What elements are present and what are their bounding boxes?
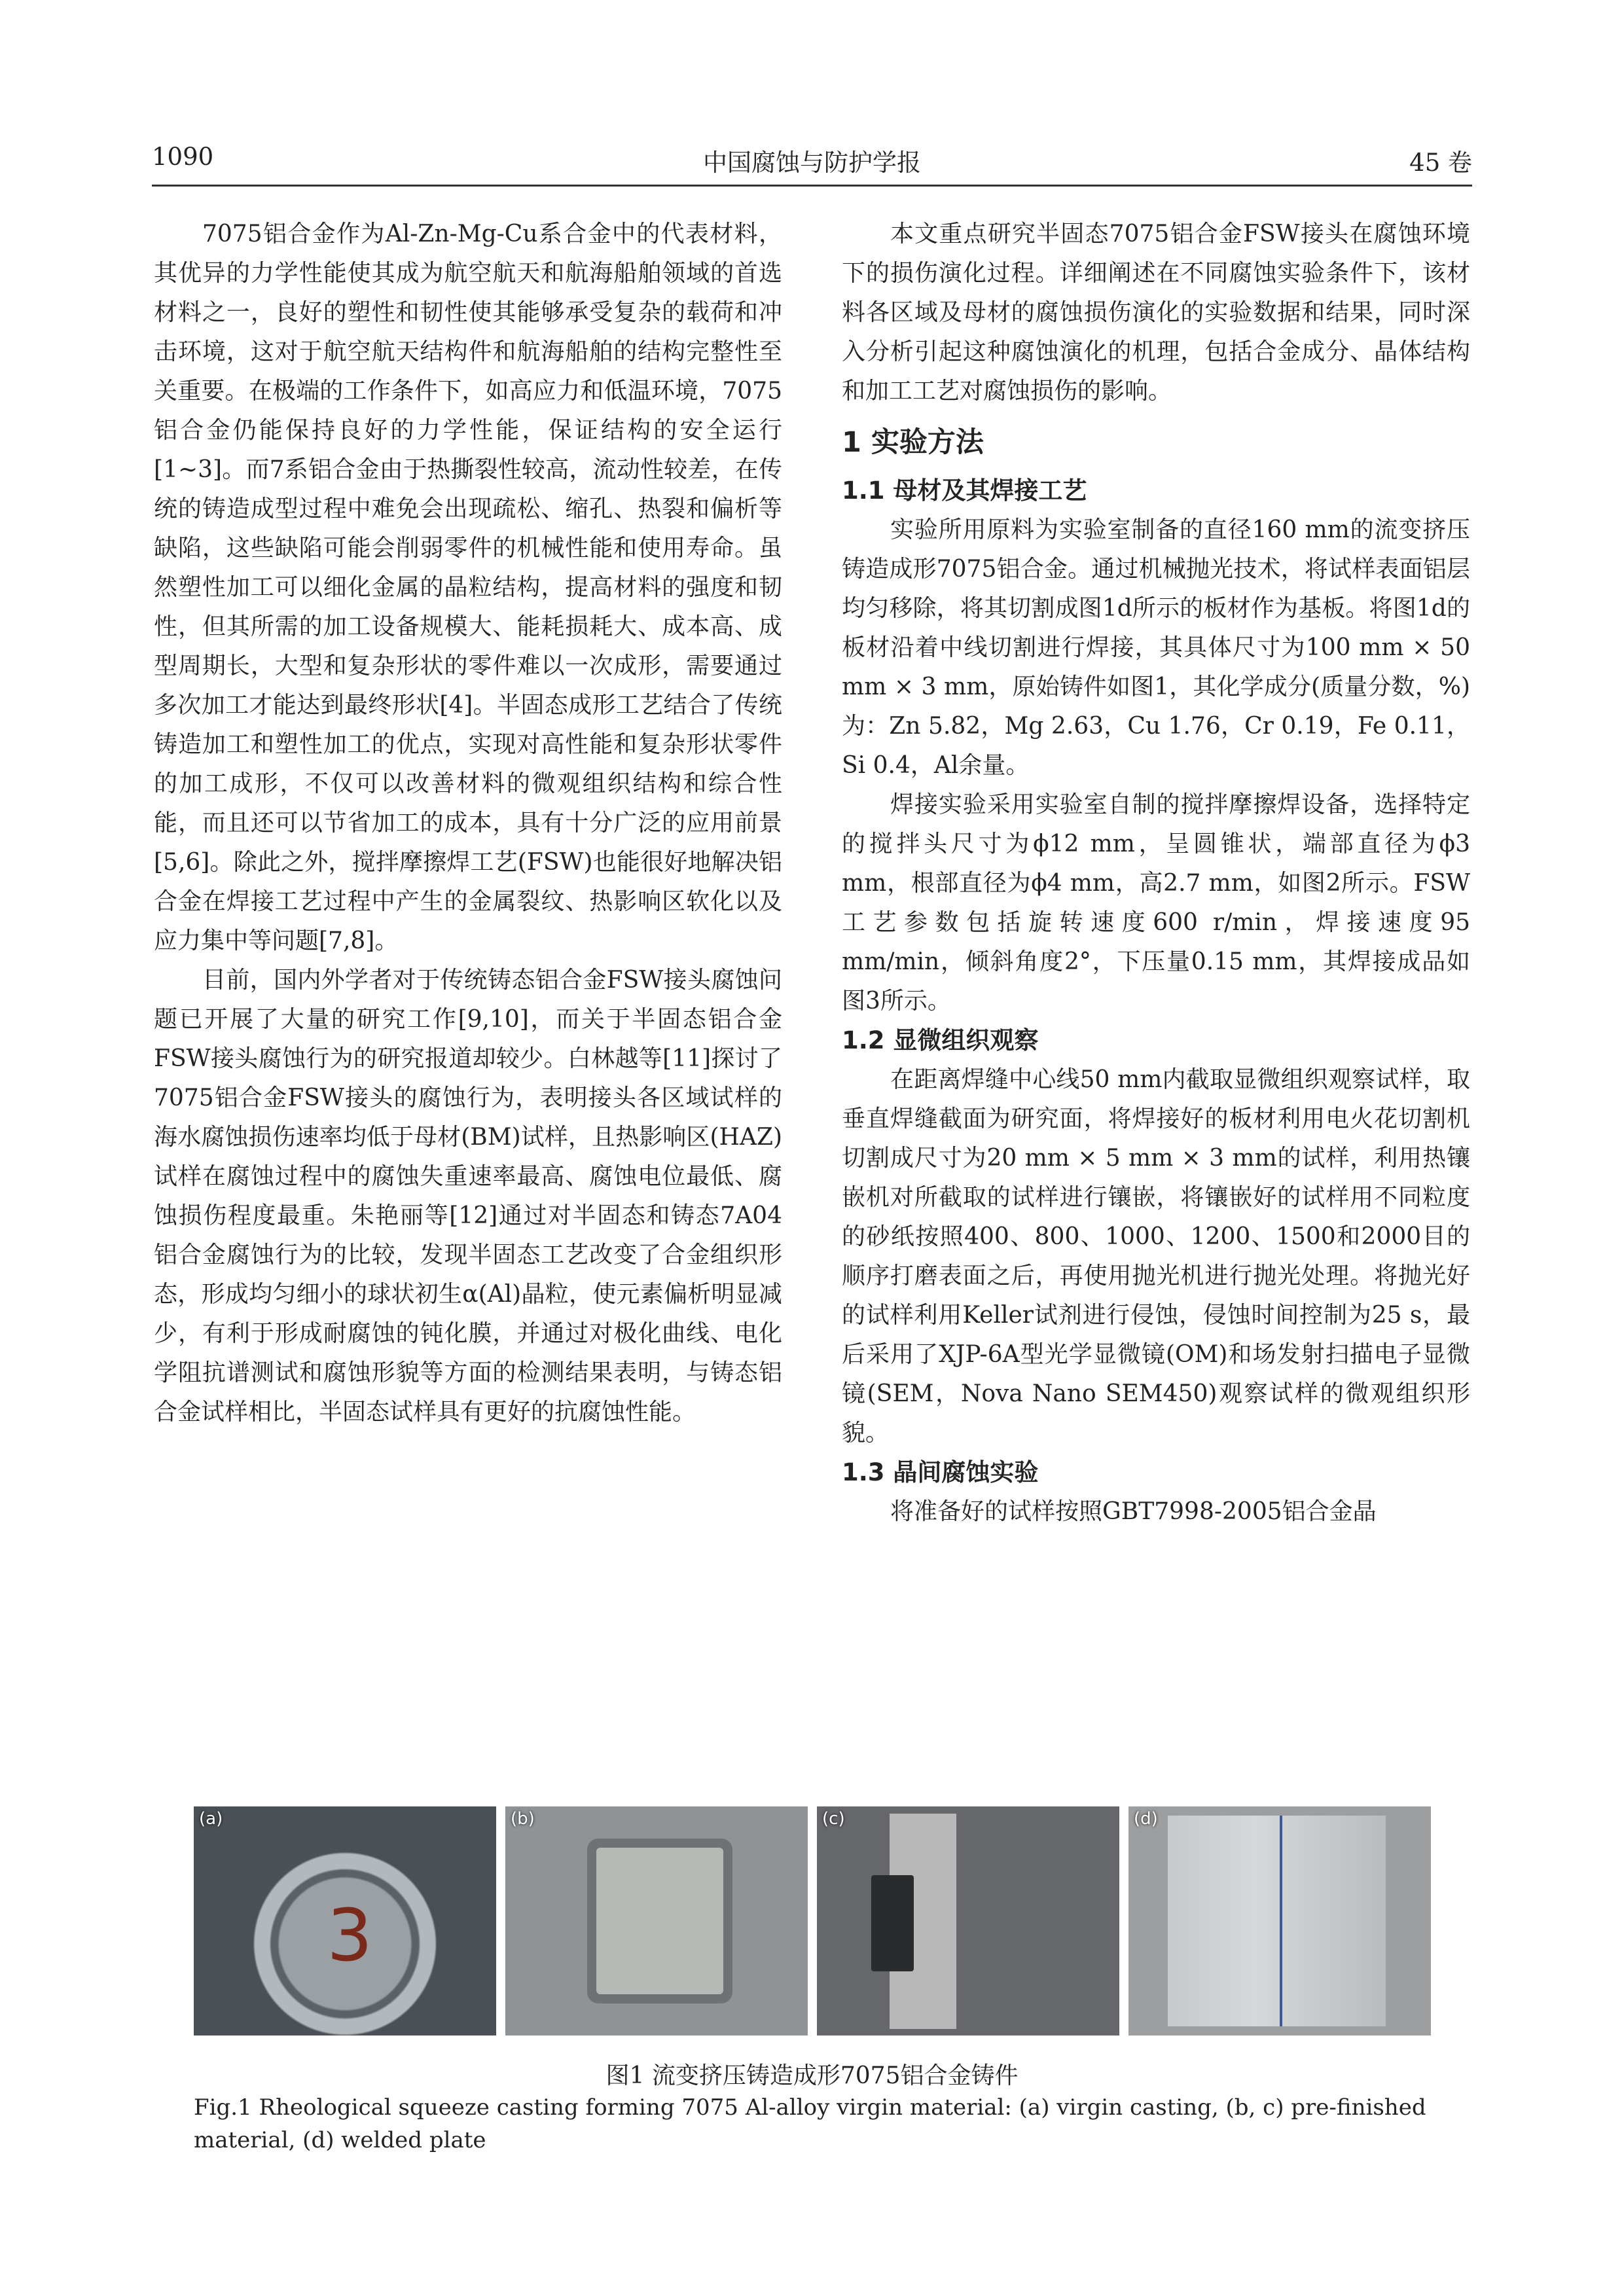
subsection-heading-1-2: 1.2 显微组织观察 [842, 1026, 1039, 1054]
photo-virgin-casting [194, 1806, 496, 2036]
photo-label-c: (c) [822, 1809, 845, 1829]
subsection-heading-1-3: 1.3 晶间腐蚀实验 [842, 1458, 1039, 1486]
paragraph-1-3: 将准备好的试样按照GBT7998-2005铝合金晶 [890, 1498, 1377, 1525]
journal-title: 中国腐蚀与防护学报 [703, 149, 921, 177]
dark-block [871, 1875, 914, 1971]
figure-caption-english: Fig.1 Rheological squeeze casting forming 7075 Al-alloy virgin material: (a) virgin casting, (b, c) pre-finished material, (d) welded plate [194, 2094, 1426, 2153]
intro-paragraph-2: 目前，国内外学者对于传统铸态铝合金FSW接头腐蚀问题已开展了大量的研究工作[9,10]，而关于半固态铝合金FSW接头腐蚀行为的研究报道却较少。白林越等[11]探讨了7075铝合金FSW接头的腐蚀行为，表明接头各区域试样的海水腐蚀损伤速率均低于母材(BM)试样，且热影响区(HAZ)试样在腐蚀过程中的腐蚀失重速率最高、腐蚀电位最低、腐蚀损伤程度最重。朱艳丽等[12]通过对半固态和铸态7A04铝合金腐蚀行为的比较，发现半固态工艺改变了合金组织形态，形成均匀细小的球状初生α(Al)晶粒，使元素偏析明显减少，有利于形成耐腐蚀的钝化膜，并通过对极化曲线、电化学阻抗谱测试和腐蚀形貌等方面的检测结果表明，与铸态铝合金试样相比，半固态试样具有更好的抗腐蚀性能。 [154, 967, 782, 1426]
photo-label-a: (a) [199, 1809, 223, 1829]
paragraph-1-1a: 实验所用原料为实验室制备的直径160 mm的流变挤压铸造成形7075铝合金。通过机械抛光技术，将试样表面铝层均匀移除，将其切割成图1d所示的板材作为基板。将图1d的板材沿着中线切割进行焊接，其具体尺寸为100 mm × 50 mm × 3 mm，原始铸件如图1，其化学成分(质量分数，%)为：Zn 5.82，Mg 2.63，Cu 1.76，Cr 0.19，Fe 0.11，Si 0.4，Al余量。 [842, 516, 1470, 779]
intro-paragraph-1: 7075铝合金作为Al-Zn-Mg-Cu系合金中的代表材料，其优异的力学性能使其成为航空航天和航海船舶领域的首选材料之一，良好的塑性和韧性使其能够承受复杂的载荷和冲击环境，这对于航空航天结构件和航海船舶的结构完整性至关重要。在极端的工作条件下，如高应力和低温环境，7075铝合金仍能保持良好的力学性能，保证结构的安全运行[1~3]。而7系铝合金由于热撕裂性较高，流动性较差，在传统的铸造成型过程中难免会出现疏松、缩孔、热裂和偏析等缺陷，这些缺陷可能会削弱零件的机械性能和使用寿命。虽然塑性加工可以细化金属的晶粒结构，提高材料的强度和韧性，但其所需的加工设备规模大、能耗损耗大、成本高、成型周期长，大型和复杂形状的零件难以一次成形，需要通过多次加工才能达到最终形状[4]。半固态成形工艺结合了传统铸造加工和塑性加工的优点，实现对高性能和复杂形状零件的加工成形，不仅可以改善材料的微观组织结构和综合性能，而且还可以节省加工的成本，具有十分广泛的应用前景[5,6]。除此之外，搅拌摩擦焊工艺(FSW)也能很好地解决铝合金在焊接工艺过程中产生的金属裂纹、热影响区软化以及应力集中等问题[7,8]。 [154, 221, 782, 954]
photo-pre-finished-b [505, 1806, 808, 2036]
paragraph-1-2: 在距离焊缝中心线50 mm内截取显微组织观察试样，取垂直焊缝截面为研究面，将焊接好的板材利用电火花切割机切割成尺寸为20 mm × 5 mm × 3 mm的试样，利用热镶嵌机对所截取的试样进行镶嵌，将镶嵌好的试样用不同粒度的砂纸按照400、800、1000、1200、1500和2000目的顺序打磨表面之后，再使用抛光机进行抛光处理。将抛光好的试样利用Keller试剂进行侵蚀，侵蚀时间控制为25 s，最后采用了XJP-6A型光学显微镜(OM)和场发射扫描电子显微镜(SEM，Nova Nano SEM450)观察试样的微观组织形貌。 [842, 1066, 1470, 1446]
machined-pocket [596, 1848, 723, 1994]
weld-seam [1280, 1816, 1282, 2026]
figure-caption-chinese: 图1 流变挤压铸造成形7075铝合金铸件 [605, 2062, 1019, 2089]
intro-paragraph-3: 本文重点研究半固态7075铝合金FSW接头在腐蚀环境下的损伤演化过程。详细阐述在不同腐蚀实验条件下，该材料各区域及母材的腐蚀损伤演化的实验数据和结果，同时深入分析引起这种腐蚀演化的机理，包括合金成分、晶体结构和加工工艺对腐蚀损伤的影响。 [842, 221, 1470, 404]
photo-pre-finished-c [817, 1806, 1119, 2036]
volume-label: 45 卷 [1409, 149, 1472, 177]
casting-number-marking: 3 [327, 1893, 373, 1977]
photo-label-d: (d) [1134, 1809, 1158, 1829]
page-number: 1090 [152, 143, 214, 171]
subsection-heading-1-1: 1.1 母材及其焊接工艺 [842, 476, 1087, 505]
paragraph-1-1b: 焊接实验采用实验室自制的搅拌摩擦焊设备，选择特定的搅拌头尺寸为ϕ12 mm，呈圆锥状，端部直径为ϕ3 mm，根部直径为ϕ4 mm，高2.7 mm，如图2所示。FSW工艺参数包括旋转速度600 r/min，焊接速度95 mm/min，倾斜角度2°，下压量0.15 mm，其焊接成品如图3所示。 [842, 791, 1470, 1014]
left-column [154, 215, 782, 1432]
photo-welded-plate [1128, 1806, 1431, 2036]
figure-1-photos [194, 1806, 1431, 2036]
welded-plate [1168, 1816, 1386, 2026]
header-rule [152, 185, 1472, 187]
section-heading-methods: 1 实验方法 [842, 426, 984, 459]
right-column [842, 215, 1470, 1532]
photo-label-b: (b) [511, 1809, 535, 1829]
